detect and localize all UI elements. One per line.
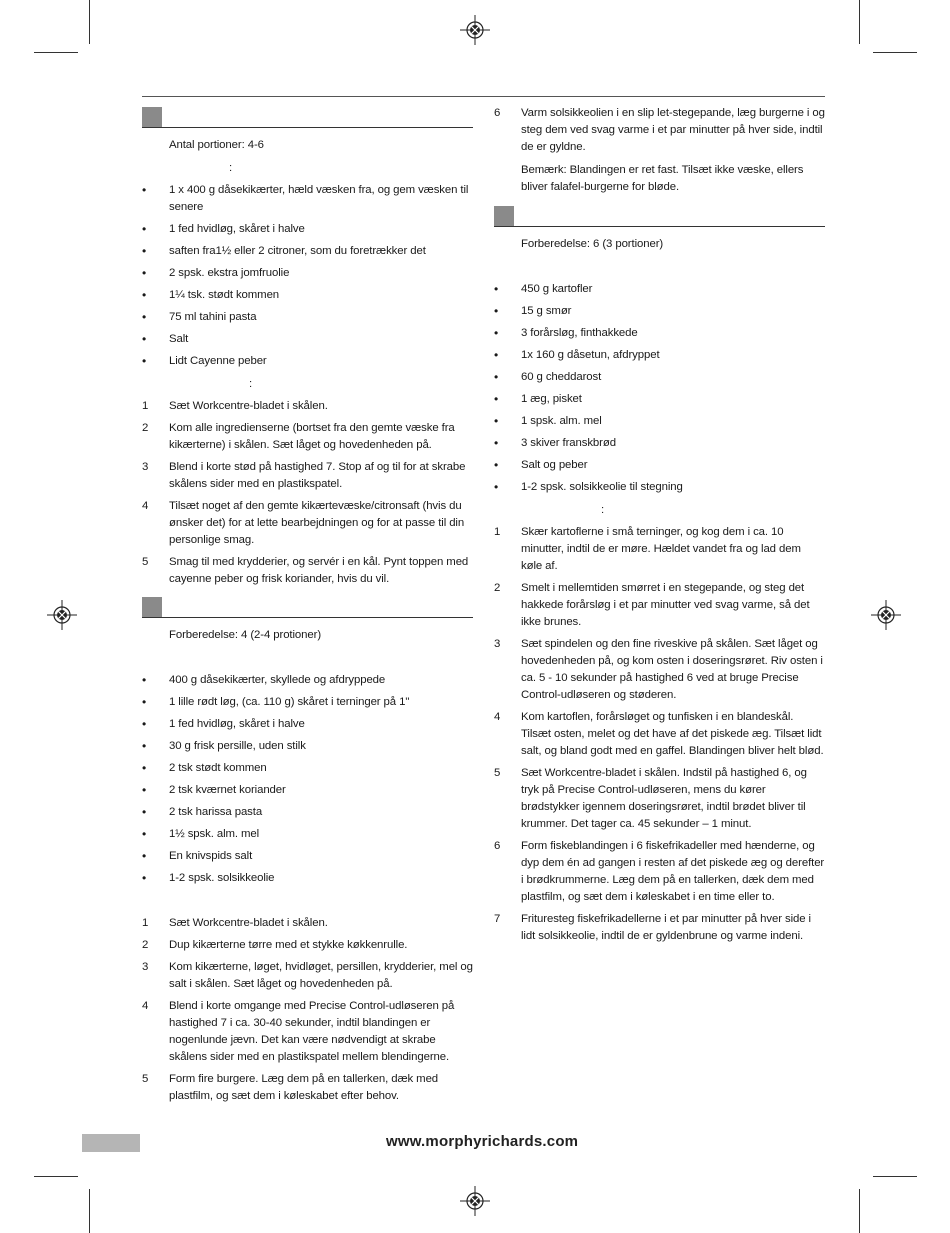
ingredient-text: Salt og peber — [521, 459, 588, 471]
method-step — [142, 998, 473, 1066]
bullet-icon: • — [142, 332, 147, 346]
ingredient-item — [494, 391, 825, 408]
ingredient-text: 1 lille rødt løg, (ca. 110 g) skåret i terninger på 1" — [169, 696, 410, 708]
bullet-icon: • — [142, 266, 147, 280]
bullet-icon: • — [494, 370, 499, 384]
ingredient-list — [494, 281, 825, 496]
ingredient-text: 3 skiver franskbrød — [521, 437, 616, 449]
method-step — [142, 398, 473, 415]
crop-mark — [89, 0, 90, 44]
prep-line: Forberedelse: 4 (2-4 protioner) — [169, 629, 322, 641]
step-text: Skær kartoflerne i små terninger, og kog dem i ca. 10 minutter, indtil de er møre. Hældet vandet fra og lad dem køle af. — [521, 526, 801, 572]
ingredient-text: 60 g cheddarost — [521, 371, 602, 383]
section-header-hummus — [142, 107, 473, 128]
section-header-fishcakes — [494, 206, 825, 227]
bullet-icon: • — [142, 783, 147, 797]
bullet-icon: • — [494, 282, 499, 296]
bullet-icon: • — [142, 354, 147, 368]
registration-mark-icon — [460, 1186, 490, 1216]
top-rule — [142, 96, 825, 97]
ingredient-item — [142, 672, 473, 689]
method-step — [142, 498, 473, 549]
ingredient-item — [494, 347, 825, 364]
ingredient-item — [494, 479, 825, 496]
bullet-icon: • — [142, 717, 147, 731]
ingredient-text: 1¼ tsk. stødt kommen — [169, 289, 280, 301]
right-column — [494, 105, 825, 945]
ingredient-list — [142, 182, 473, 370]
method-step — [142, 959, 473, 993]
ingredients-subheading: : — [229, 162, 233, 174]
method-steps — [494, 524, 825, 945]
ingredient-text: 1 x 400 g dåsekikærter, hæld væsken fra, og gem væsken til senere — [169, 184, 469, 213]
step-text: Dup kikærterne tørre med et stykke køkkenrulle. — [169, 939, 408, 951]
bullet-icon: • — [494, 304, 499, 318]
method-step — [142, 459, 473, 493]
ingredient-item — [142, 243, 473, 260]
portions-line: Antal portioner: 4-6 — [169, 139, 264, 151]
step-number: 4 — [142, 500, 149, 512]
method-step — [494, 636, 825, 704]
ingredient-text: En knivspids salt — [169, 850, 253, 862]
step-text: Form fiskeblandingen i 6 fiskefrikadeller med hænderne, og dyp dem én ad gangen i resten af det piskede æg og derefter i brødkrummerne. Læg dem på en tallerken, dæk dem med plastfilm, og sæt dem i køleskabet i en time eller to. — [521, 840, 825, 903]
ingredient-text: 15 g smør — [521, 305, 572, 317]
step-text: Blend i korte omgange med Precise Control-udløseren på hastighed 7 i ca. 30-40 sekunder, indtil blandingen er nogenlunde jævn. Det kan være nødvendigt at skrabe skålens sider med en plastikspatel mellem blendingerne. — [169, 1000, 455, 1063]
bullet-icon: • — [142, 739, 147, 753]
ingredient-item — [494, 303, 825, 320]
bullet-icon: • — [494, 326, 499, 340]
bullet-icon: • — [142, 761, 147, 775]
method-step — [494, 105, 825, 156]
ingredient-text: 450 g kartofler — [521, 283, 593, 295]
ingredient-text: 1 æg, pisket — [521, 393, 582, 405]
crop-mark — [873, 1176, 917, 1177]
ingredient-text: 3 forårsløg, finthakkede — [521, 327, 638, 339]
ingredients-subheading — [142, 650, 473, 667]
method-steps — [142, 398, 473, 588]
step-number: 7 — [494, 913, 501, 925]
method-step — [142, 937, 473, 954]
ingredient-text: 30 g frisk persille, uden stilk — [169, 740, 306, 752]
ingredient-text: 2 spsk. ekstra jomfruolie — [169, 267, 290, 279]
ingredient-text: Salt — [169, 333, 189, 345]
bullet-icon: • — [142, 871, 147, 885]
crop-mark — [859, 1189, 860, 1233]
ingredient-item — [142, 716, 473, 733]
step-number: 2 — [142, 939, 149, 951]
ingredient-item — [142, 870, 473, 887]
ingredient-item — [142, 694, 473, 711]
crop-mark — [34, 52, 78, 53]
method-step — [494, 524, 825, 575]
ingredient-item — [142, 287, 473, 304]
ingredient-item — [494, 369, 825, 386]
ingredient-item — [142, 221, 473, 238]
method-subheading: : — [249, 378, 253, 390]
ingredient-list — [142, 672, 473, 887]
step-text: Sæt Workcentre-bladet i skålen. Indstil på hastighed 6, og tryk på Precise Control-udløseren, mens du kører brødstykker igennem doseringsrøret, indtil brødet bliver til krummer. Det tager ca. 45 sekunder – 1 minut. — [521, 767, 807, 830]
ingredient-item — [142, 265, 473, 282]
ingredient-text: 1x 160 g dåsetun, afdryppet — [521, 349, 660, 361]
ingredient-item — [142, 738, 473, 755]
method-steps — [142, 915, 473, 1105]
registration-mark-icon — [871, 600, 901, 630]
step-text: Kom alle ingredienserne (bortset fra den gemte væske fra kikærterne) i skålen. Sæt låget og hovedenheden på. — [169, 422, 455, 451]
section-marker — [142, 597, 162, 617]
ingredient-item — [142, 331, 473, 348]
section-marker — [142, 107, 162, 127]
ingredient-item — [142, 804, 473, 821]
bullet-icon: • — [494, 480, 499, 494]
ingredient-text: 1½ spsk. alm. mel — [169, 828, 260, 840]
method-subheading: : — [601, 504, 605, 516]
method-step — [494, 838, 825, 906]
method-steps — [494, 105, 825, 156]
step-number: 5 — [142, 1073, 149, 1085]
registration-mark-icon — [460, 15, 490, 45]
ingredient-item — [142, 182, 473, 216]
ingredient-item — [494, 413, 825, 430]
method-step — [494, 765, 825, 833]
step-number: 3 — [494, 638, 501, 650]
ingredient-item — [142, 848, 473, 865]
ingredient-text: Lidt Cayenne peber — [169, 355, 267, 367]
bullet-icon: • — [142, 244, 147, 258]
step-text: Tilsæt noget af den gemte kikærtevæske/citronsaft (hvis du ønsker det) for at lette bearbejdningen og for at passe til din personlige smag. — [169, 500, 465, 546]
method-step — [494, 580, 825, 631]
step-number: 4 — [142, 1000, 149, 1012]
bullet-icon: • — [142, 183, 147, 197]
ingredient-text: 1-2 spsk. solsikkeolie til stegning — [521, 481, 683, 493]
step-text: Blend i korte stød på hastighed 7. Stop af og til for at skrabe skålens sider med en plastikspatel. — [169, 461, 466, 490]
step-text: Kom kartoflen, forårsløget og tunfisken i en blandeskål. Tilsæt osten, melet og det have af det piskede æg. Tilsæt lidt salt, og bland godt med en gaffel. Blandingen bliver helt blød. — [521, 711, 824, 757]
method-step — [494, 911, 825, 945]
bullet-icon: • — [142, 673, 147, 687]
page-number-bar — [82, 1134, 140, 1152]
method-step — [142, 554, 473, 588]
ingredient-item — [142, 782, 473, 799]
step-number: 2 — [494, 582, 501, 594]
ingredient-item — [494, 457, 825, 474]
section-header-falafel — [142, 597, 473, 618]
step-text: Frituresteg fiskefrikadellerne i et par minutter på hver side i lidt solsikkeolie, indtil de er gyldenbrune og varme indeni. — [521, 913, 811, 942]
ingredient-text: saften fra1½ eller 2 citroner, som du foretrækker det — [169, 245, 426, 257]
ingredient-item — [494, 435, 825, 452]
step-number: 1 — [494, 526, 501, 538]
method-step — [142, 915, 473, 932]
ingredient-item — [142, 760, 473, 777]
bullet-icon: • — [142, 695, 147, 709]
ingredient-text: 75 ml tahini pasta — [169, 311, 257, 323]
step-text: Varm solsikkeolien i en slip let-stegepande, læg burgerne i og steg dem ved svag varme i et par minutter på hver side, indtil de er gyldne. — [521, 107, 825, 153]
bullet-icon: • — [142, 288, 147, 302]
left-column — [142, 107, 473, 1105]
bullet-icon: • — [494, 436, 499, 450]
bullet-icon: • — [494, 348, 499, 362]
ingredient-text: 1 fed hvidløg, skåret i halve — [169, 223, 305, 235]
step-number: 3 — [142, 461, 149, 473]
ingredient-item — [494, 281, 825, 298]
method-step — [142, 420, 473, 454]
method-subheading — [142, 893, 473, 910]
step-number: 5 — [494, 767, 501, 779]
bullet-icon: • — [494, 458, 499, 472]
footer-url: www.morphyrichards.com — [386, 1133, 579, 1150]
ingredient-text: 400 g dåsekikærter, skyllede og afdryppede — [169, 674, 386, 686]
ingredient-text: 2 tsk stødt kommen — [169, 762, 267, 774]
ingredient-text: 1 fed hvidløg, skåret i halve — [169, 718, 305, 730]
ingredient-text: 1 spsk. alm. mel — [521, 415, 602, 427]
bullet-icon: • — [142, 805, 147, 819]
section-marker — [494, 206, 514, 226]
ingredient-item — [494, 325, 825, 342]
bullet-icon: • — [494, 414, 499, 428]
step-text: Sæt spindelen og den fine riveskive på skålen. Sæt låget og hovedenheden på, og kom osten i doseringsrøret. Riv osten i ca. 5 - 10 sekunder på hastighed 6 ved at bruge Precise Control-udløseren og støderen. — [521, 638, 823, 701]
step-text: Smag til med krydderier, og servér i en kål. Pynt toppen med cayenne peber og frisk koriander, hvis du vil. — [169, 556, 469, 585]
step-number: 1 — [142, 917, 149, 929]
bullet-icon: • — [142, 310, 147, 324]
crop-mark — [89, 1189, 90, 1233]
step-number: 3 — [142, 961, 149, 973]
step-text: Smelt i mellemtiden smørret i en stegepande, og steg det hakkede forårsløg i et par minutter ved svag varme, så det ikke brunes. — [521, 582, 810, 628]
step-text: Kom kikærterne, løget, hvidløget, persillen, krydderier, mel og salt i skålen. Sæt låget og hovedenheden på. — [169, 961, 473, 990]
prep-line: Forberedelse: 6 (3 portioner) — [521, 238, 664, 250]
ingredient-item — [142, 826, 473, 843]
step-number: 2 — [142, 422, 149, 434]
step-number: 4 — [494, 711, 501, 723]
ingredient-text: 2 tsk kværnet koriander — [169, 784, 286, 796]
registration-mark-icon — [47, 600, 77, 630]
bullet-icon: • — [494, 392, 499, 406]
crop-mark — [873, 52, 917, 53]
step-number: 6 — [494, 107, 501, 119]
ingredient-item — [142, 309, 473, 326]
ingredient-text: 1-2 spsk. solsikkeolie — [169, 872, 275, 884]
bullet-icon: • — [142, 222, 147, 236]
ingredient-text: 2 tsk harissa pasta — [169, 806, 263, 818]
crop-mark — [859, 0, 860, 44]
bullet-icon: • — [142, 849, 147, 863]
step-number: 1 — [142, 400, 149, 412]
step-number: 6 — [494, 840, 501, 852]
step-text: Sæt Workcentre-bladet i skålen. — [169, 400, 328, 412]
method-step — [142, 1071, 473, 1105]
bullet-icon: • — [142, 827, 147, 841]
step-text: Form fire burgere. Læg dem på en tallerken, dæk med plastfilm, og sæt dem i køleskabet efter behov. — [169, 1073, 439, 1102]
method-step — [494, 709, 825, 760]
step-number: 5 — [142, 556, 149, 568]
ingredient-item — [142, 353, 473, 370]
ingredients-subheading — [494, 259, 825, 276]
step-text: Sæt Workcentre-bladet i skålen. — [169, 917, 328, 929]
note-text: Bemærk: Blandingen er ret fast. Tilsæt ikke væske, ellers bliver falafel-burgerne for bløde. — [521, 164, 804, 193]
crop-mark — [34, 1176, 78, 1177]
